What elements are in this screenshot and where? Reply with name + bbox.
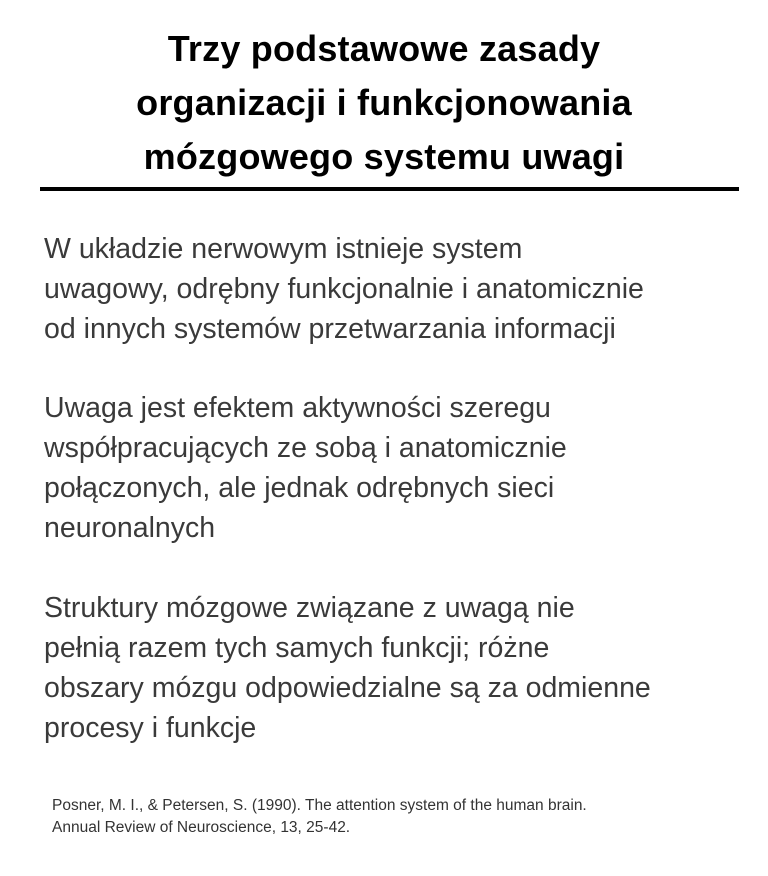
citation-line: Posner, M. I., & Petersen, S. (1990). The attention system of the human brain. (52, 797, 587, 814)
citation-line: Annual Review of Neuroscience, 13, 25-42. (52, 819, 351, 836)
principle-paragraph-3 (44, 588, 744, 748)
paragraph-line: W układzie nerwowym istnieje system (44, 233, 523, 265)
paragraph-line: procesy i funkcje (44, 712, 257, 744)
paragraph-line: połączonych, ale jednak odrębnych sieci (44, 472, 555, 504)
paragraph-line: Uwaga jest efektem aktywności szeregu (44, 392, 551, 424)
title-line: Trzy podstawowe zasady (167, 28, 601, 69)
principle-paragraph-1 (44, 229, 744, 349)
paragraph-line: uwagowy, odrębny funkcjonalnie i anatomicznie (44, 273, 644, 305)
paragraph-line: Struktury mózgowe związane z uwagą nie (44, 592, 575, 624)
paragraph-line: neuronalnych (44, 512, 216, 544)
paragraph-line: współpracujących ze sobą i anatomicznie (44, 432, 567, 464)
paragraph-line: od innych systemów przetwarzania informacji (44, 313, 616, 345)
title-divider (40, 187, 739, 191)
paragraph-line: obszary mózgu odpowiedzialne są za odmienne (44, 672, 651, 704)
paragraph-line: pełnią razem tych samych funkcji; różne (44, 632, 550, 664)
page-title (30, 22, 738, 184)
title-line: organizacji i funkcjonowania (136, 82, 632, 123)
citation (52, 795, 752, 839)
principle-paragraph-2 (44, 388, 744, 548)
title-line: mózgowego systemu uwagi (143, 136, 625, 177)
